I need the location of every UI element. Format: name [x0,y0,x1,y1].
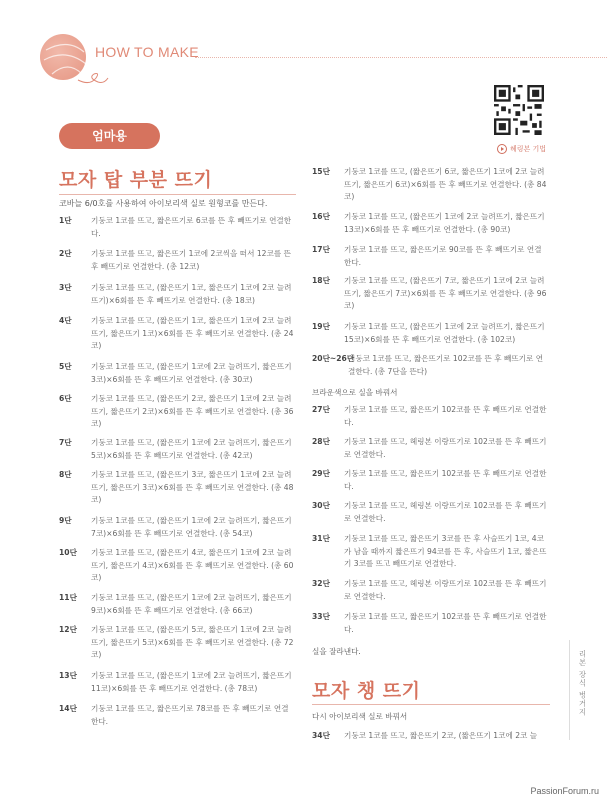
row-label: 15단 [312,167,330,176]
row-text: 기둥코 1코를 뜨고, 짧은뜨기로 78코를 뜬 후 빼뜨기로 연결한다. [91,704,289,726]
row-text: 기둥코 1코를 뜨고, (짧은뜨기 1코에 2코 늘려뜨기, 짧은뜨기 9코)×6회를 뜬 후 빼뜨기로 연결한다. (총 66코) [91,593,292,615]
row-text: 기둥코 1코를 뜨고, 짧은뜨기 102코를 뜬 후 빼뜨기로 연결한다. [344,405,547,427]
row-text: 기둥코 1코를 뜨고, 짧은뜨기 102코를 뜬 후 빼뜨기로 연결한다. [344,469,547,491]
section-title-brim: 모자 챙 뜨기 [312,680,421,702]
section-divider [59,194,296,195]
qr-code-icon[interactable] [494,85,544,135]
row-text: 기둥코 1코를 뜨고, (짧은뜨기 1코, 짧은뜨기 1코에 2코 늘려뜨기, 짧은뜨기 1코)×6회를 뜬 후 빼뜨기로 연결한다. (총 24코) [91,316,294,350]
row-label: 32단 [312,579,330,588]
row-label: 31단 [312,534,330,543]
how-to-make-title: HOW TO MAKE [95,44,199,60]
row-text: 기둥코 1코를 뜨고, 짧은뜨기로 90코를 뜬 후 빼뜨기로 연결한다. [344,245,542,267]
footer-watermark: PassionForum.ru [530,786,599,796]
row-label: 30단 [312,501,330,510]
row-text: 기둥코 1코를 뜨고, (짧은뜨기 1코에 2코 늘려뜨기, 짧은뜨기 13코)×6회를 뜬 후 빼뜨기로 연결한다. (총 90코) [344,212,545,234]
row-label: 13단 [59,671,77,680]
row-text: 기둥코 1코를 뜨고, 헤링본 이랑뜨기로 102코를 뜬 후 빼뜨기로 연결한다. [344,437,547,459]
row-text: 기둥코 1코를 뜨고, 짧은뜨기 3코를 뜬 후 사슬뜨기 1코, 4코가 남을 때까지 짧은뜨기 94코를 뜬 후, 사슬뜨기 1코, 짧은뜨기 3코를 뜨고 빼뜨기로 연결한다. [344,534,547,568]
row-text: 기둥코 1코를 뜨고, (짧은뜨기 1코에 2코 늘려뜨기, 짧은뜨기 3코)×6회를 뜬 후 빼뜨기로 연결한다. (총 30코) [91,362,292,384]
row-label: 11단 [59,593,77,602]
intro-text: 코바늘 6/0호를 사용하여 아이보리색 실로 원형코를 만든다. [59,199,268,208]
row-label: 10단 [59,548,77,557]
row-label: 2단 [59,249,72,258]
header-dotted-rule [195,57,607,58]
row-text: 기둥코 1코를 뜨고, (짧은뜨기 7코, 짧은뜨기 1코에 2코 늘려뜨기, 짧은뜨기 7코)×6회를 뜬 후 빼뜨기로 연결한다. (총 96코) [344,276,547,310]
row-text: 기둥코 1코를 뜨고, (짧은뜨기 1코, 짧은뜨기 1코에 2코 늘려뜨기)×6회를 뜬 후 빼뜨기로 연결한다. (총 18코) [91,283,292,305]
row-text: 기둥코 1코를 뜨고, (짧은뜨기 3코, 짧은뜨기 1코에 2코 늘려뜨기, 짧은뜨기 3코)×6회를 뜬 후 빼뜨기로 연결한다. (총 48코) [91,470,294,504]
row-label: 19단 [312,322,330,331]
side-label-text: 리본 장식 벙거지 [578,650,587,717]
row-text: 기둥코 1코를 뜨고, 헤링본 이랑뜨기로 102코를 뜬 후 빼뜨기로 연결한다. [344,579,547,601]
section-tag: 엄마용 [59,123,160,149]
yarn-strand-icon [38,30,118,90]
row-text: 기둥코 1코를 뜨고, (짧은뜨기 1코에 2코 늘려뜨기, 짧은뜨기 7코)×6회를 뜬 후 빼뜨기로 연결한다. (총 54코) [91,516,292,538]
play-icon [497,144,507,154]
side-label [577,650,589,740]
row-label: 17단 [312,245,330,254]
row-label: 1단 [59,216,72,225]
row-text: 기둥코 1코를 뜨고, (짧은뜨기 6코, 짧은뜨기 1코에 2코 늘려뜨기, 짧은뜨기 6코)×6회를 뜬 후 빼뜨기로 연결한다. (총 84코) [344,167,547,201]
row-label: 16단 [312,212,330,221]
page-header [0,0,607,90]
row-label: 3단 [59,283,72,292]
row-text: 기둥코 1코를 뜨고, (짧은뜨기 1코에 2코 늘려뜨기, 짧은뜨기 11코)×6회를 뜬 후 빼뜨기로 연결한다. (총 78코) [91,671,292,693]
row-label: 18단 [312,276,330,285]
row-text: 기둥코 1코를 뜨고, 짧은뜨기 1코에 2코씩을 떠서 12코를 뜬 후 빼뜨기로 연결한다. (총 12코) [91,249,291,271]
side-rule [569,640,570,740]
row-label: 9단 [59,516,72,525]
section-title-top: 모자 탑 부분 뜨기 [59,169,213,191]
row-text: 기둥코 1코를 뜨고, 짧은뜨기로 102코를 뜬 후 빼뜨기로 연결한다. (총 7단을 뜬다) [348,354,544,376]
row-text: 기둥코 1코를 뜨고, (짧은뜨기 2코, 짧은뜨기 1코에 2코 늘려뜨기, 짧은뜨기 2코)×6회를 뜬 후 빼뜨기로 연결한다. (총 36코) [91,394,294,428]
yarn-change-note: 브라운색으로 실을 바꿔서 [312,388,398,397]
row-text: 기둥코 1코를 뜨고, 짧은뜨기 102코를 뜬 후 빼뜨기로 연결한다. [344,612,547,634]
row-label: 5단 [59,362,72,371]
row-text: 기둥코 1코를 뜨고, 짧은뜨기 2코, (짧은뜨기 1코에 2코 늘 [344,731,538,740]
yarn-change-note: 다시 아이보리색 실로 바꿔서 [312,712,408,721]
row-label: 7단 [59,438,72,447]
video-link-label: 헤링본 기법 [510,145,547,153]
row-label: 29단 [312,469,330,478]
row-label: 28단 [312,437,330,446]
row-label: 20단~26단 [312,354,355,363]
row-label: 4단 [59,316,72,325]
row-label: 6단 [59,394,72,403]
row-label: 8단 [59,470,72,479]
row-text: 기둥코 1코를 뜨고, 헤링본 이랑뜨기로 102코를 뜬 후 빼뜨기로 연결한다. [344,501,547,523]
row-text: 기둥코 1코를 뜨고, (짧은뜨기 4코, 짧은뜨기 1코에 2코 늘려뜨기, 짧은뜨기 4코)×6회를 뜬 후 빼뜨기로 연결한다. (총 60코) [91,548,294,582]
row-text: 기둥코 1코를 뜨고, (짧은뜨기 1코에 2코 늘려뜨기, 짧은뜨기 5코)×6회를 뜬 후 빼뜨기로 연결한다. (총 42코) [91,438,292,460]
video-link[interactable] [497,144,546,154]
row-label: 14단 [59,704,77,713]
row-label: 27단 [312,405,330,414]
cut-yarn-note: 실을 잘라낸다. [312,647,361,656]
row-label: 12단 [59,625,77,634]
row-label: 34단 [312,731,330,740]
section-divider [312,704,550,705]
row-label: 33단 [312,612,330,621]
row-text: 기둥코 1코를 뜨고, 짧은뜨기로 6코를 뜬 후 빼뜨기로 연결한다. [91,216,292,238]
row-text: 기둥코 1코를 뜨고, (짧은뜨기 1코에 2코 늘려뜨기, 짧은뜨기 15코)×6회를 뜬 후 빼뜨기로 연결한다. (총 102코) [344,322,545,344]
row-text: 기둥코 1코를 뜨고, (짧은뜨기 5코, 짧은뜨기 1코에 2코 늘려뜨기, 짧은뜨기 5코)×6회를 뜬 후 빼뜨기로 연결한다. (총 72코) [91,625,294,659]
